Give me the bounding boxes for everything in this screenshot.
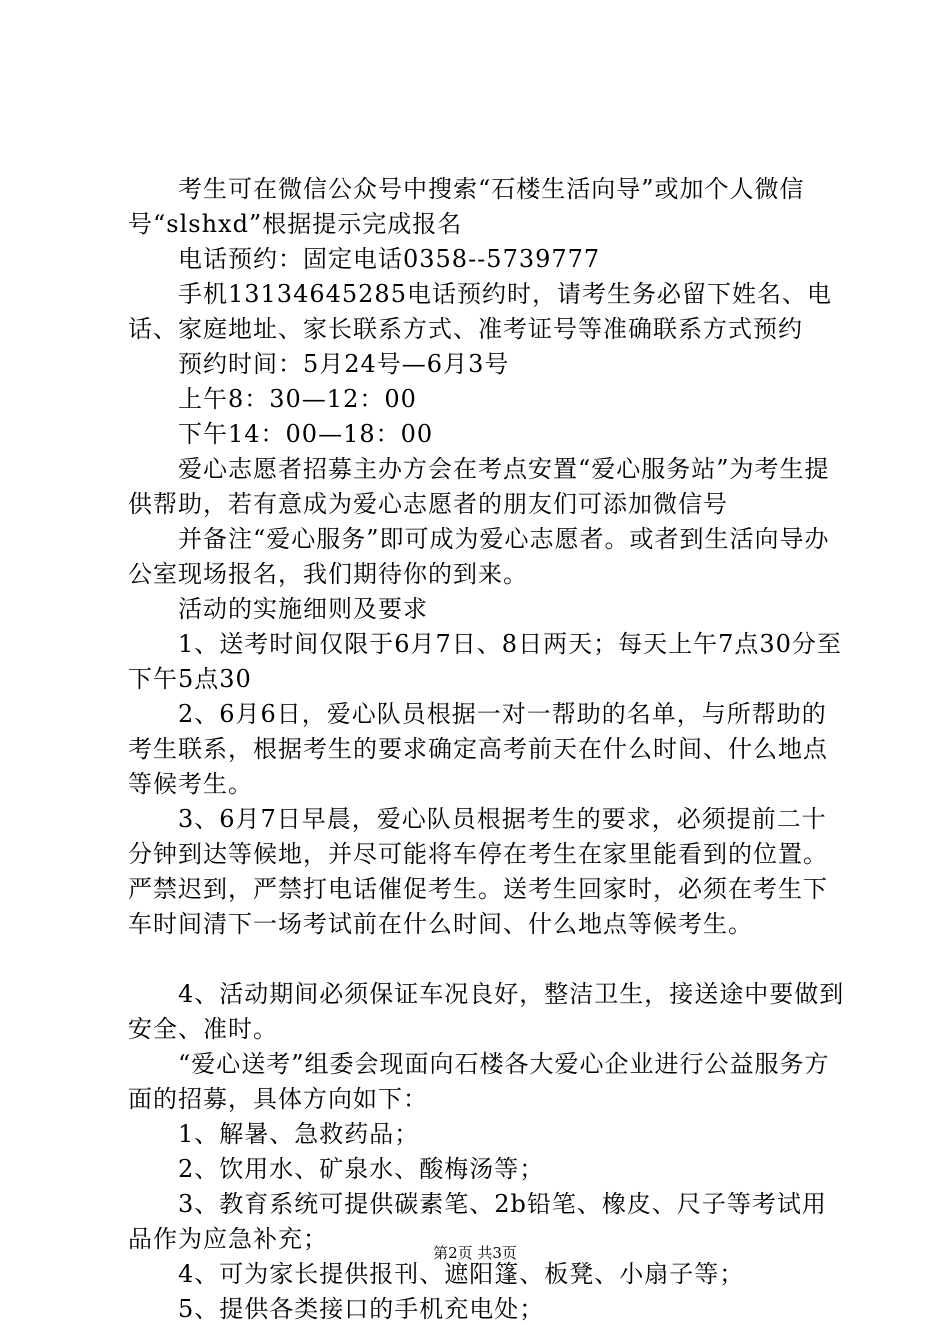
paragraph-sponsor-recruit: “爱心送考”组委会现面向石楼各大爱心企业进行公益服务方面的招募，具体方向如下： — [128, 1050, 830, 1113]
sponsor-item-1: 1、解暑、急救药品； — [178, 1120, 420, 1148]
page-footer: 第2页 共3页 — [433, 1244, 517, 1262]
sponsor-item-4: 4、可为家长提供报刊、遮阳篷、板凳、小扇子等； — [178, 1260, 745, 1288]
paragraph-afternoon-hours: 下午14：00—18：00 — [178, 420, 434, 448]
paragraph-signup-wechat: 考生可在微信公众号中搜索“石楼生活向导”或加个人微信号“slshxd”根据提示完成报名 — [128, 175, 805, 238]
document-body — [128, 172, 848, 1327]
sponsor-item-3: 3、教育系统可提供碳素笔、2b铅笔、橡皮、尺子等考试用品作为应急补充； — [128, 1190, 827, 1253]
sponsor-item-5: 5、提供各类接口的手机充电处； — [178, 1295, 545, 1323]
rule-item-4: 4、活动期间必须保证车况良好，整洁卫生，接送途中要做到安全、准时。 — [128, 980, 845, 1043]
paragraph-phone-mobile: 手机13134645285电话预约时，请考生务必留下姓名、电话、家庭地址、家长联系方式、准考证号等准确联系方式预约 — [128, 280, 832, 343]
paragraph-booking-dates: 预约时间：5月24号—6月3号 — [178, 350, 510, 378]
paragraph-morning-hours: 上午8：30—12：00 — [178, 385, 417, 413]
rule-item-3: 3、6月7日早晨，爱心队员根据考生的要求，必须提前二十分钟到达等候地，并尽可能将车停在考生在家里能看到的位置。严禁迟到，严禁打电话催促考生。送考生回家时，必须在考生下车时间清下一场考试前在什么时间、什么地点等候考生。 — [128, 805, 828, 938]
paragraph-phone-fixed: 电话预约：固定电话0358--5739777 — [178, 245, 601, 273]
rule-item-1: 1、送考时间仅限于6月7日、8日两天；每天上午7点30分至下午5点30 — [128, 630, 842, 693]
paragraph-volunteer-note: 并备注“爱心服务”即可成为爱心志愿者。或者到生活向导办公室现场报名，我们期待你的到来。 — [128, 525, 830, 588]
rule-item-2: 2、6月6日，爱心队员根据一对一帮助的名单，与所帮助的考生联系，根据考生的要求确定高考前天在什么时间、什么地点等候考生。 — [128, 700, 828, 798]
sponsor-item-2: 2、饮用水、矿泉水、酸梅汤等； — [178, 1155, 545, 1183]
paragraph-volunteer-recruit: 爱心志愿者招募主办方会在考点安置“爱心服务站”为考生提供帮助，若有意成为爱心志愿者的朋友们可添加微信号 — [128, 455, 830, 518]
section-heading-rules: 活动的实施细则及要求 — [178, 595, 428, 623]
